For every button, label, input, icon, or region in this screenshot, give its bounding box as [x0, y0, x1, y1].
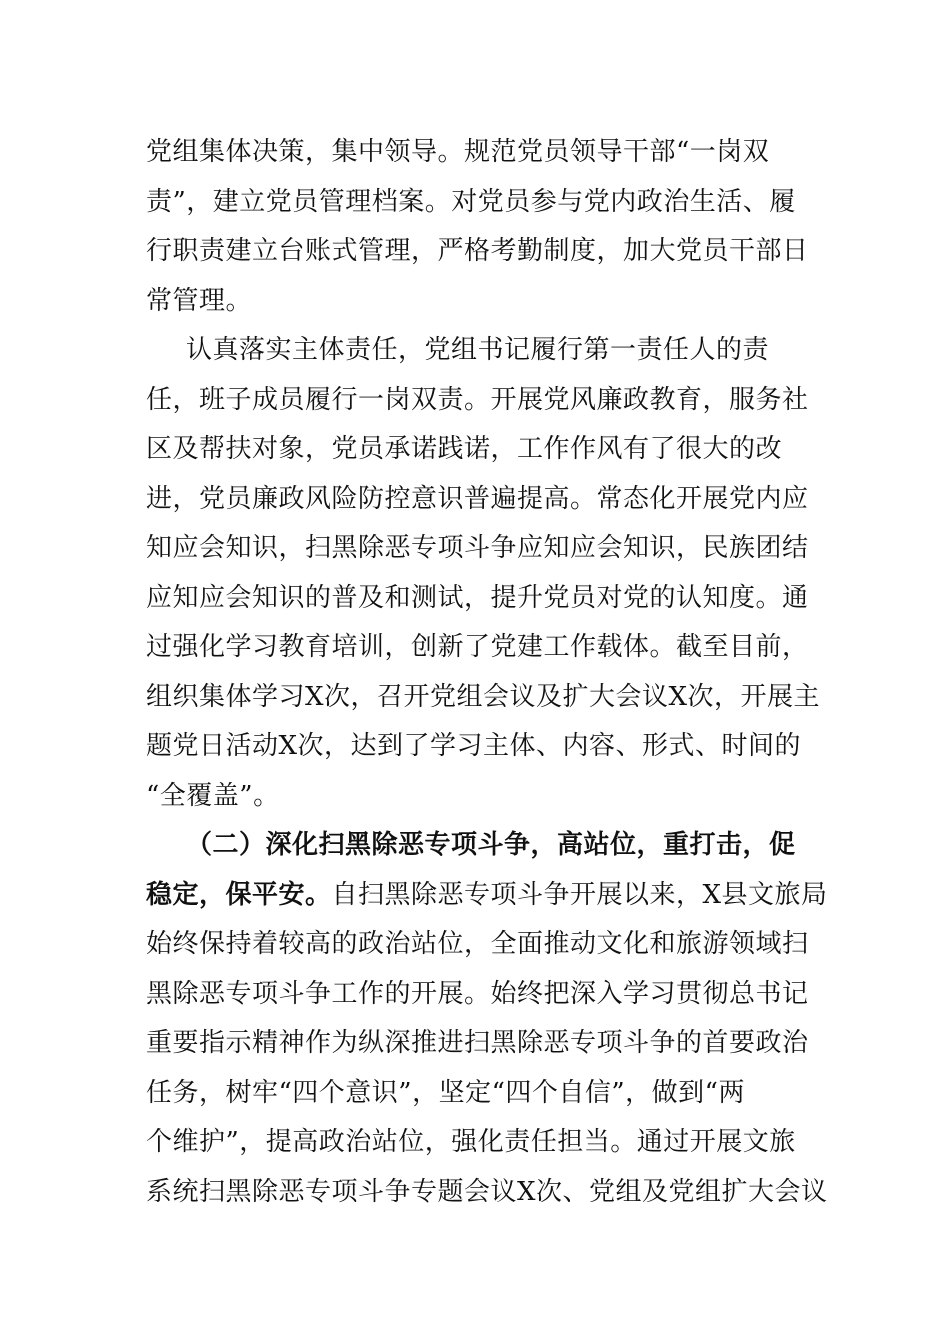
text-line: 党组集体决策，集中领导。规范党员领导干部“一岗双	[146, 137, 770, 167]
document-body	[146, 128, 828, 1217]
text-line: 进，党员廉政风险防控意识普遍提高。常态化开展党内应	[146, 483, 809, 514]
text-run: 自扫黑除恶专项斗争开展以来，X县文旅局	[331, 879, 828, 910]
text-line: 应知应会知识的普及和测试，提升党员对党的认知度。通	[146, 582, 809, 613]
text-line: 重要指示精神作为纵深推进扫黑除恶专项斗争的首要政治	[146, 1028, 809, 1058]
text-line: 任，班子成员履行一岗双责。开展党风廉政教育，服务社	[146, 384, 809, 415]
text-line: 认真落实主体责任，党组书记履行第一责任人的责	[186, 335, 770, 365]
text-line: 题党日活动X次，达到了学习主体、内容、形式、时间的	[146, 731, 802, 761]
text-line: 系统扫黑除恶专项斗争专题会议X次、党组及党组扩大会议	[146, 1176, 828, 1207]
text-line: 知应会知识，扫黑除恶专项斗争应知应会知识，民族团结	[146, 533, 809, 563]
text-line: 区及帮扶对象，党员承诺践诺，工作作风有了很大的改	[146, 434, 783, 464]
text-line: 任务，树牢“四个意识”，坚定“四个自信”，做到“两	[146, 1077, 745, 1108]
section-heading-line: （二）深化扫黑除恶专项斗争，高站位，重打击，促	[186, 830, 796, 860]
paragraph-2	[146, 326, 821, 821]
text-line: “全覆盖”。	[146, 780, 280, 811]
text-line: 始终保持着较高的政治站位，全面推动文化和旅游领域扫	[146, 929, 809, 959]
text-line: 行职责建立台账式管理，严格考勤制度，加大党员干部日	[146, 236, 809, 266]
text-line: 常管理。	[146, 285, 253, 316]
text-line: 过强化学习教育培训，创新了党建工作载体。截至目前，	[146, 632, 809, 662]
text-line: 组织集体学习X次，召开党组会议及扩大会议X次，开展主	[146, 681, 821, 712]
text-line: 黑除恶专项斗争工作的开展。始终把深入学习贯彻总书记	[146, 978, 809, 1009]
text-line	[146, 871, 828, 921]
text-line: 个维护”，提高政治站位，强化责任担当。通过开展文旅	[146, 1127, 796, 1157]
paragraph-1	[146, 128, 808, 326]
paragraph-3	[146, 821, 828, 1217]
text-line: 责”，建立党员管理档案。对党员参与党内政治生活、履	[146, 186, 796, 217]
section-heading-tail: 稳定，保平安。	[146, 879, 332, 910]
